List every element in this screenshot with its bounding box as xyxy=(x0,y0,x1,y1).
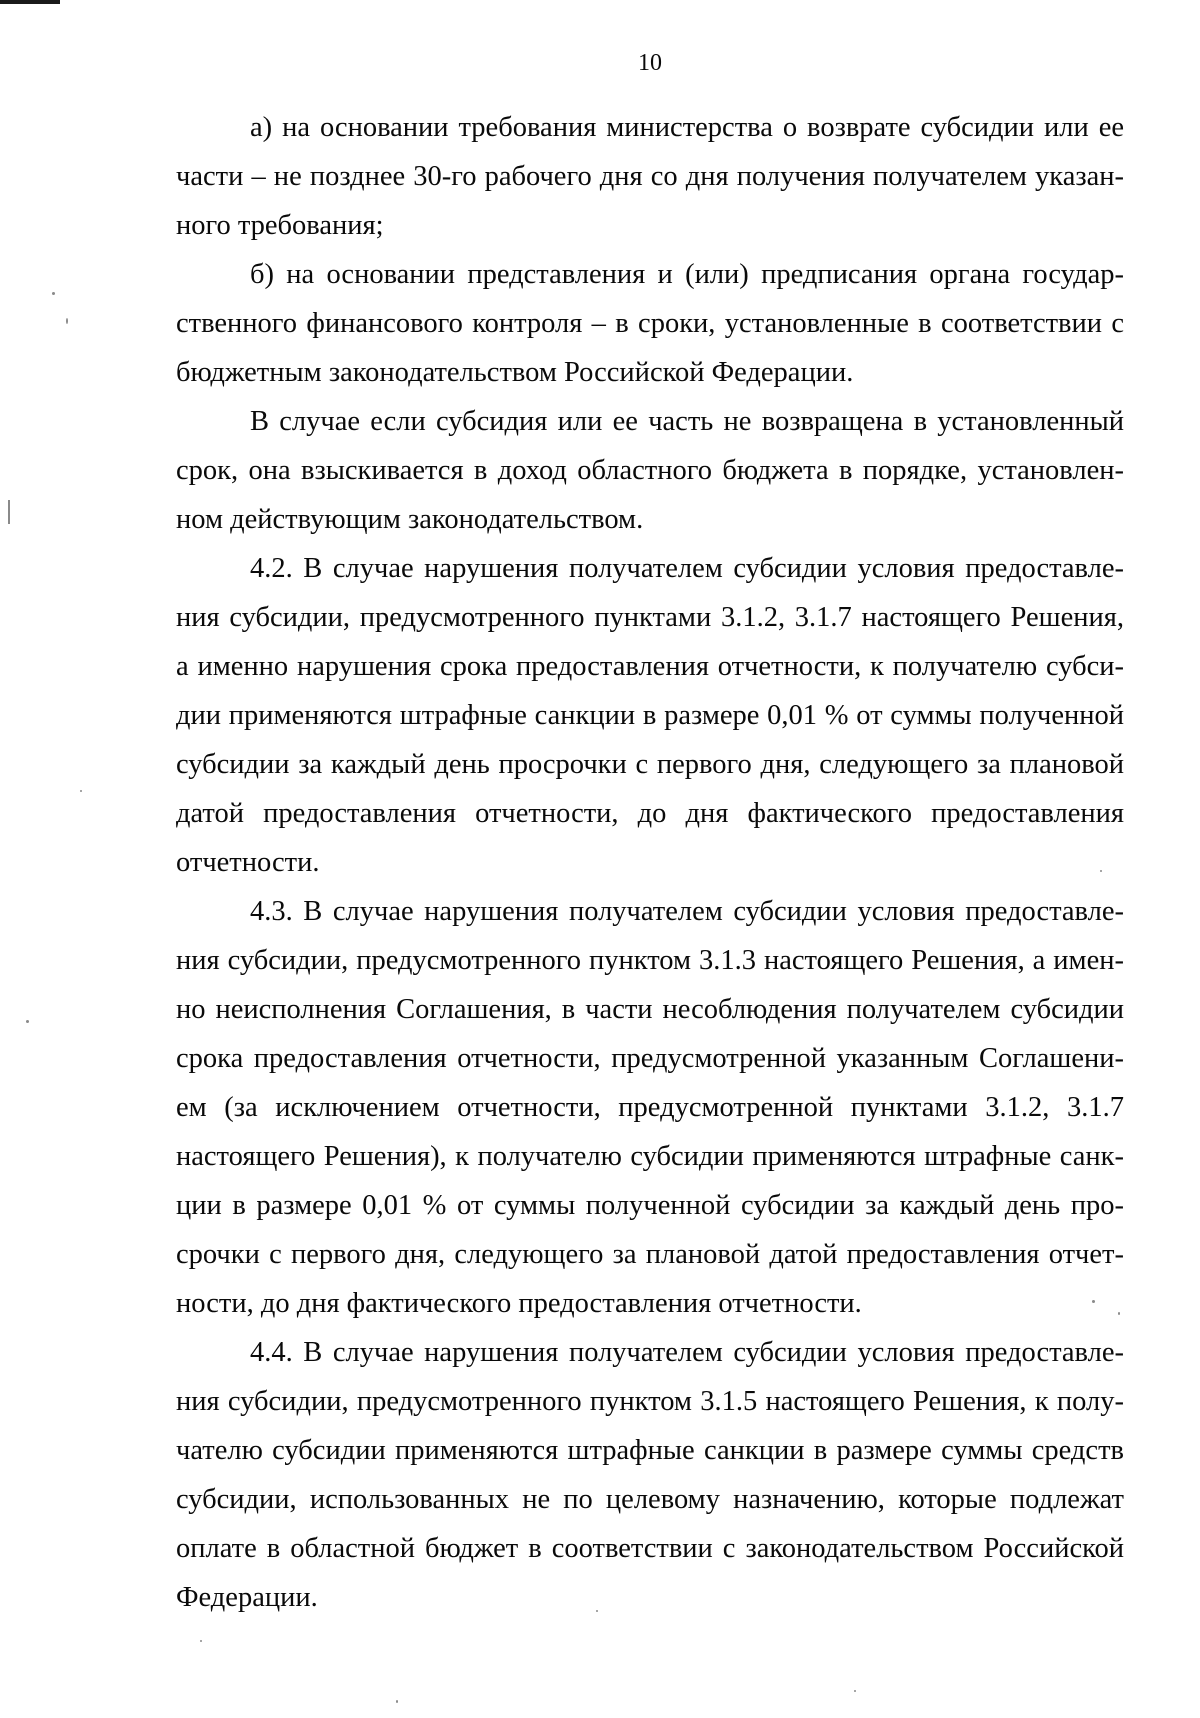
scan-speck xyxy=(396,1700,398,1703)
scan-speck xyxy=(200,1640,202,1642)
scan-speck xyxy=(80,790,82,792)
scan-edge-mark xyxy=(0,0,60,4)
paragraph-b: б) на основании представления и (или) предписания органа государственного финансового контроля – в сроки, установленные в соответствии с бюджетным законодательством Российской Федерации. xyxy=(176,259,1124,388)
scan-speck xyxy=(596,1610,598,1612)
paragraph-4-3: 4.3. В случае нарушения получателем субсидии условия предоставления субсидии, предусмотренного пунктом 3.1.3 настоящего Решения, а именно неисполнения Соглашения, в части несоблюдения получателем субсидии срока предоставления отчетности, предусмотренной указанным Соглашением (за исключением отчетности, предусмотренной пунктами 3.1.2, 3.1.7 настоящего Решения), к получателю субсидии применяются штрафные санкции в размере 0,01 % от суммы полученной субсидии за каждый день просрочки с первого дня, следующего за плановой датой предоставления отчетности, до дня фактического предоставления отчетности. xyxy=(176,896,1124,1319)
scan-speck xyxy=(8,500,10,524)
scan-speck xyxy=(66,318,68,324)
page-number: 10 xyxy=(638,50,662,76)
document-body xyxy=(176,103,1124,1622)
paragraph-4-4: 4.4. В случае нарушения получателем субсидии условия предоставления субсидии, предусмотренного пунктом 3.1.5 настоящего Решения, к получателю субсидии применяются штрафные санкции в размере суммы средств субсидии, использованных не по целевому назначению, которые подлежат оплате в областной бюджет в соответствии с законодательством Российской Федерации. xyxy=(176,1337,1124,1613)
paragraph-recovery: В случае если субсидия или ее часть не возвращена в установленный срок, она взыскивается в доход областного бюджета в порядке, установленном действующим законодательством. xyxy=(176,406,1124,535)
paragraph-4-2: 4.2. В случае нарушения получателем субсидии условия предоставления субсидии, предусмотренного пунктами 3.1.2, 3.1.7 настоящего Решения, а именно нарушения срока предоставления отчетности, к получателю субсидии применяются штрафные санкции в размере 0,01 % от суммы полученной субсидии за каждый день просрочки с первого дня, следующего за плановой датой предоставления отчетности, до дня фактического предоставления отчетности. xyxy=(176,553,1124,878)
scan-speck xyxy=(1100,870,1102,872)
paragraph-a: а) на основании требования министерства о возврате субсидии или ее части – не позднее 30-го рабочего дня со дня получения получателем указанного требования; xyxy=(176,112,1124,241)
scan-speck xyxy=(854,1690,856,1692)
scan-speck xyxy=(1118,1312,1120,1315)
scan-speck xyxy=(52,292,55,295)
scan-speck xyxy=(1092,1300,1095,1303)
scan-speck xyxy=(26,1020,29,1023)
